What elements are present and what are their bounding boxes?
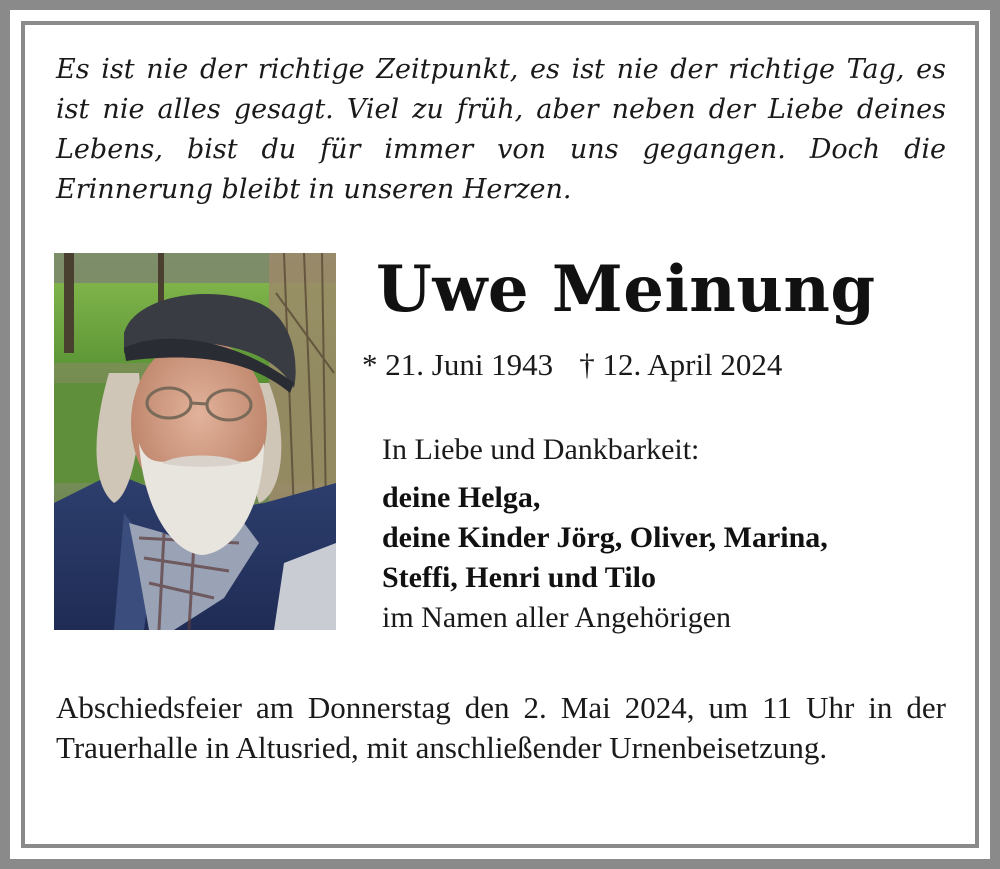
mourners-intro: In Liebe und Dankbarkeit: <box>382 433 700 466</box>
mourners-list <box>382 478 828 598</box>
portrait-photo <box>54 253 336 630</box>
funeral-notice: Abschiedsfeier am Donnerstag den 2. Mai 2024, um 11 Uhr in der Trauerhalle in Altusried, mit anschließender Urnenbeisetzung. <box>56 690 946 765</box>
life-dates <box>362 345 782 385</box>
birth-date: * 21. Juni 1943 <box>362 347 554 382</box>
mourner-line: deine Helga, <box>382 481 541 514</box>
mourner-line: Steffi, Henri und Tilo <box>382 561 656 594</box>
mourner-line: deine Kinder Jörg, Oliver, Marina, <box>382 521 828 554</box>
deceased-name: Uwe Meinung <box>376 252 876 327</box>
death-date: † 12. April 2024 <box>579 347 783 382</box>
memorial-quote: Es ist nie der richtige Zeitpunkt, es ist nie der richtige Tag, es ist nie alles gesagt. Viel zu früh, aber neben der Liebe deines Lebens, bist du für immer von uns gegangen. Doch die Erinnerung bleibt in unseren Herzen. <box>56 54 946 205</box>
relatives-line: im Namen aller Angehörigen <box>382 601 732 634</box>
